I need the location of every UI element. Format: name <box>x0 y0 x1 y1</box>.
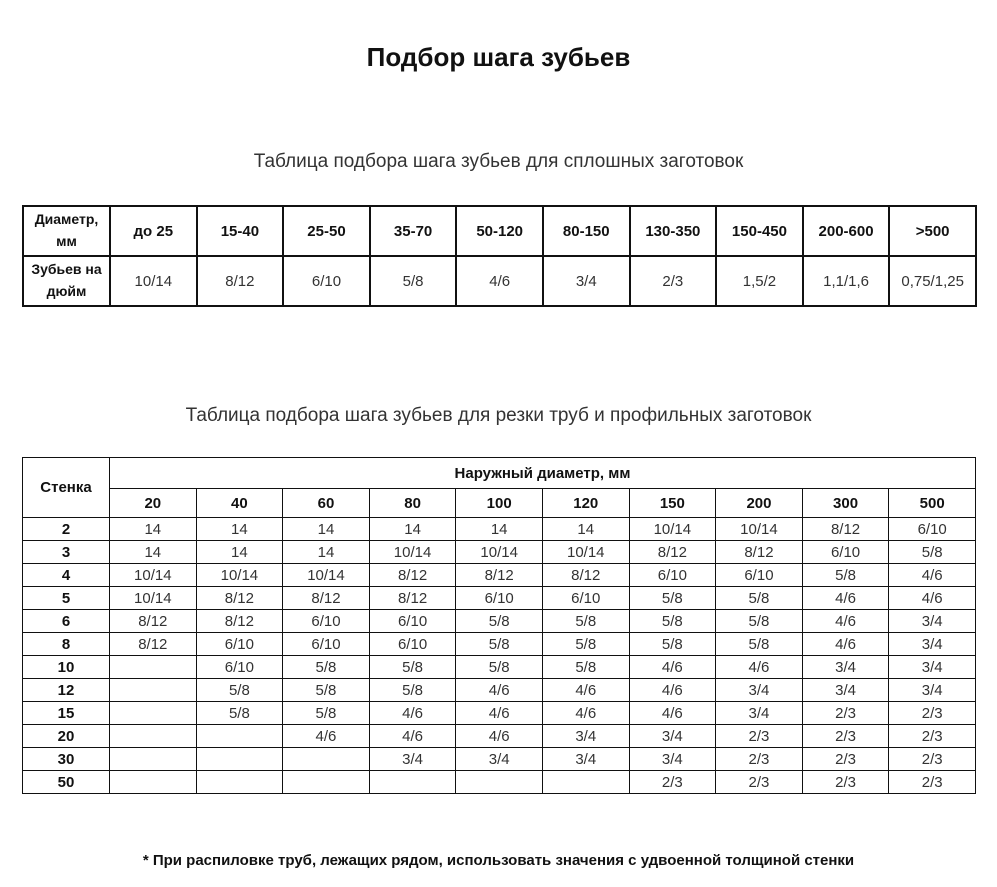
solid-stock-table <box>22 205 977 307</box>
table-cell: 14 <box>283 541 370 564</box>
table1-caption: Таблица подбора шага зубьев для сплошных заготовок <box>253 151 744 172</box>
table-cell: 10/14 <box>629 518 716 541</box>
table-row <box>23 771 976 794</box>
table-cell: 10/14 <box>716 518 803 541</box>
table-cell: 8/12 <box>542 564 629 587</box>
table-cell: 6/10 <box>283 610 370 633</box>
table-cell <box>110 702 197 725</box>
table-cell: 3/4 <box>629 725 716 748</box>
column-header: 60 <box>283 489 370 518</box>
table-cell: 6/10 <box>369 633 456 656</box>
table-cell: 4/6 <box>889 564 976 587</box>
table-cell: 5/8 <box>196 679 283 702</box>
table-cell: 14 <box>542 518 629 541</box>
table-cell: 10/14 <box>542 541 629 564</box>
table-cell: 6/10 <box>196 656 283 679</box>
table-cell: 10/14 <box>369 541 456 564</box>
column-header: 20 <box>110 489 197 518</box>
table-row <box>23 656 976 679</box>
wall-header: Стенка <box>23 458 110 518</box>
table-cell: 8/12 <box>110 610 197 633</box>
table-cell: 3/4 <box>889 679 976 702</box>
table-cell: 3/4 <box>456 748 543 771</box>
row-label-diameter: Диаметр, мм <box>23 206 110 256</box>
table-cell: 5/8 <box>629 633 716 656</box>
table-cell: 5/8 <box>716 633 803 656</box>
table-row <box>23 679 976 702</box>
table-cell <box>283 748 370 771</box>
table-cell: 2/3 <box>889 771 976 794</box>
table-cell: 3/4 <box>802 679 889 702</box>
column-header: 500 <box>889 489 976 518</box>
table-cell: 2/3 <box>716 748 803 771</box>
table-cell: 4/6 <box>889 587 976 610</box>
table-cell: 3/4 <box>889 656 976 679</box>
table-cell: 2/3 <box>629 771 716 794</box>
wall-thickness-cell: 5 <box>23 587 110 610</box>
table-cell: 3/4 <box>543 256 630 306</box>
column-header: 300 <box>802 489 889 518</box>
table-row <box>23 564 976 587</box>
table-cell: 4/6 <box>456 725 543 748</box>
table-cell: 130-350 <box>630 206 717 256</box>
table-cell: 8/12 <box>110 633 197 656</box>
table-cell: 150-450 <box>716 206 803 256</box>
table-cell: 35-70 <box>370 206 457 256</box>
table-cell: 1,1/1,6 <box>803 256 890 306</box>
table-cell <box>110 725 197 748</box>
table-cell: 15-40 <box>197 206 284 256</box>
table-cell: 5/8 <box>542 610 629 633</box>
table-cell <box>196 725 283 748</box>
table-cell <box>110 656 197 679</box>
table-cell: 5/8 <box>542 633 629 656</box>
table-cell: 2/3 <box>889 725 976 748</box>
table-cell: 10/14 <box>110 587 197 610</box>
table-cell: 6/10 <box>802 541 889 564</box>
table-cell <box>542 771 629 794</box>
table-cell: 4/6 <box>629 702 716 725</box>
table-cell: 4/6 <box>456 679 543 702</box>
table-cell: 25-50 <box>283 206 370 256</box>
table-cell: 6/10 <box>283 633 370 656</box>
table-cell: 10/14 <box>110 564 197 587</box>
table-cell: 2/3 <box>889 748 976 771</box>
table-cell: 50-120 <box>456 206 543 256</box>
table-cell: 5/8 <box>889 541 976 564</box>
table-cell: 6/10 <box>629 564 716 587</box>
tube-profile-table <box>22 457 976 794</box>
table-cell: 10/14 <box>196 564 283 587</box>
table-cell: 5/8 <box>542 656 629 679</box>
table-row <box>23 633 976 656</box>
table-cell: 5/8 <box>283 702 370 725</box>
table-cell: >500 <box>889 206 976 256</box>
table-cell: 6/10 <box>889 518 976 541</box>
table-cell <box>110 679 197 702</box>
table-cell: 8/12 <box>196 587 283 610</box>
table-cell: 1,5/2 <box>716 256 803 306</box>
wall-thickness-cell: 4 <box>23 564 110 587</box>
wall-thickness-cell: 3 <box>23 541 110 564</box>
table-cell: 14 <box>456 518 543 541</box>
table-cell <box>369 771 456 794</box>
table-cell: 3/4 <box>369 748 456 771</box>
table-cell: 2/3 <box>802 748 889 771</box>
table-cell: 4/6 <box>369 702 456 725</box>
table-cell: 8/12 <box>629 541 716 564</box>
column-header: 100 <box>456 489 543 518</box>
table-cell <box>196 748 283 771</box>
table-row <box>23 702 976 725</box>
wall-thickness-cell: 20 <box>23 725 110 748</box>
table-cell: 14 <box>110 518 197 541</box>
table-cell: 5/8 <box>802 564 889 587</box>
table-cell: до 25 <box>110 206 197 256</box>
table-cell: 14 <box>369 518 456 541</box>
wall-thickness-cell: 10 <box>23 656 110 679</box>
table-cell: 3/4 <box>542 725 629 748</box>
table-row <box>23 518 976 541</box>
table-cell: 4/6 <box>802 633 889 656</box>
table-cell <box>456 771 543 794</box>
table-cell: 3/4 <box>889 610 976 633</box>
table-row <box>23 587 976 610</box>
table-cell: 4/6 <box>802 587 889 610</box>
table-cell: 2/3 <box>716 725 803 748</box>
diameter-header-row <box>23 489 976 518</box>
wall-thickness-cell: 6 <box>23 610 110 633</box>
table-cell: 6/10 <box>456 587 543 610</box>
table-cell: 5/8 <box>369 679 456 702</box>
table-cell: 80-150 <box>543 206 630 256</box>
wall-thickness-cell: 15 <box>23 702 110 725</box>
column-header: 40 <box>196 489 283 518</box>
table-cell: 5/8 <box>369 656 456 679</box>
table-cell: 8/12 <box>456 564 543 587</box>
table-cell: 8/12 <box>196 610 283 633</box>
column-header: 120 <box>542 489 629 518</box>
table-cell: 2/3 <box>630 256 717 306</box>
table-row <box>23 610 976 633</box>
footnote: * При распиловке труб, лежащих рядом, использовать значения с удвоенной толщиной стенки <box>142 852 855 869</box>
table-cell: 3/4 <box>542 748 629 771</box>
table-cell: 4/6 <box>802 610 889 633</box>
table-cell: 6/10 <box>369 610 456 633</box>
outer-diameter-header: Наружный диаметр, мм <box>110 458 976 489</box>
table-cell: 5/8 <box>629 587 716 610</box>
page-title: Подбор шага зубьев <box>366 42 631 72</box>
table-cell: 3/4 <box>716 702 803 725</box>
column-header: 80 <box>369 489 456 518</box>
teeth-row <box>23 256 976 306</box>
table-cell: 10/14 <box>456 541 543 564</box>
wall-thickness-cell: 12 <box>23 679 110 702</box>
table-cell: 8/12 <box>369 564 456 587</box>
table-cell: 5/8 <box>456 633 543 656</box>
table-cell <box>283 771 370 794</box>
group-header-row <box>23 458 976 489</box>
table-cell <box>196 771 283 794</box>
table-cell: 6/10 <box>196 633 283 656</box>
table-cell: 4/6 <box>629 679 716 702</box>
table-cell: 5/8 <box>629 610 716 633</box>
table-cell: 4/6 <box>716 656 803 679</box>
table-cell: 8/12 <box>283 587 370 610</box>
table-cell: 0,75/1,25 <box>889 256 976 306</box>
table-cell: 2/3 <box>716 771 803 794</box>
table-cell: 4/6 <box>369 725 456 748</box>
table-cell: 10/14 <box>110 256 197 306</box>
table-cell: 14 <box>283 518 370 541</box>
table-cell: 4/6 <box>283 725 370 748</box>
table-cell: 5/8 <box>283 679 370 702</box>
table-cell: 5/8 <box>196 702 283 725</box>
table-cell <box>110 771 197 794</box>
wall-thickness-cell: 30 <box>23 748 110 771</box>
table-row <box>23 748 976 771</box>
row-label-teeth: Зубьев на дюйм <box>23 256 110 306</box>
table-row <box>23 541 976 564</box>
table-cell: 14 <box>196 518 283 541</box>
table-cell: 2/3 <box>802 702 889 725</box>
table-cell: 3/4 <box>889 633 976 656</box>
table-cell: 2/3 <box>889 702 976 725</box>
wall-thickness-cell: 50 <box>23 771 110 794</box>
table-cell: 4/6 <box>629 656 716 679</box>
table-cell: 4/6 <box>542 702 629 725</box>
table-cell: 6/10 <box>716 564 803 587</box>
table-cell: 3/4 <box>802 656 889 679</box>
table-row <box>23 725 976 748</box>
wall-thickness-cell: 2 <box>23 518 110 541</box>
table-cell: 4/6 <box>456 256 543 306</box>
table2-caption: Таблица подбора шага зубьев для резки труб и профильных заготовок <box>185 405 812 426</box>
table-cell: 8/12 <box>802 518 889 541</box>
table-cell: 5/8 <box>370 256 457 306</box>
table-cell: 8/12 <box>369 587 456 610</box>
wall-thickness-cell: 8 <box>23 633 110 656</box>
table-cell: 8/12 <box>716 541 803 564</box>
table-cell: 14 <box>110 541 197 564</box>
table-cell: 14 <box>196 541 283 564</box>
table-cell: 3/4 <box>629 748 716 771</box>
table-cell: 5/8 <box>716 587 803 610</box>
table-cell: 5/8 <box>456 656 543 679</box>
table-cell: 4/6 <box>456 702 543 725</box>
table-cell <box>110 748 197 771</box>
column-header: 200 <box>716 489 803 518</box>
table-cell: 8/12 <box>197 256 284 306</box>
table-cell: 2/3 <box>802 725 889 748</box>
diameter-row <box>23 206 976 256</box>
table-cell: 200-600 <box>803 206 890 256</box>
table-cell: 6/10 <box>283 256 370 306</box>
table-cell: 10/14 <box>283 564 370 587</box>
table-cell: 6/10 <box>542 587 629 610</box>
table-cell: 3/4 <box>716 679 803 702</box>
table-cell: 2/3 <box>802 771 889 794</box>
column-header: 150 <box>629 489 716 518</box>
table-cell: 5/8 <box>716 610 803 633</box>
table-cell: 5/8 <box>456 610 543 633</box>
table-cell: 4/6 <box>542 679 629 702</box>
table-cell: 5/8 <box>283 656 370 679</box>
